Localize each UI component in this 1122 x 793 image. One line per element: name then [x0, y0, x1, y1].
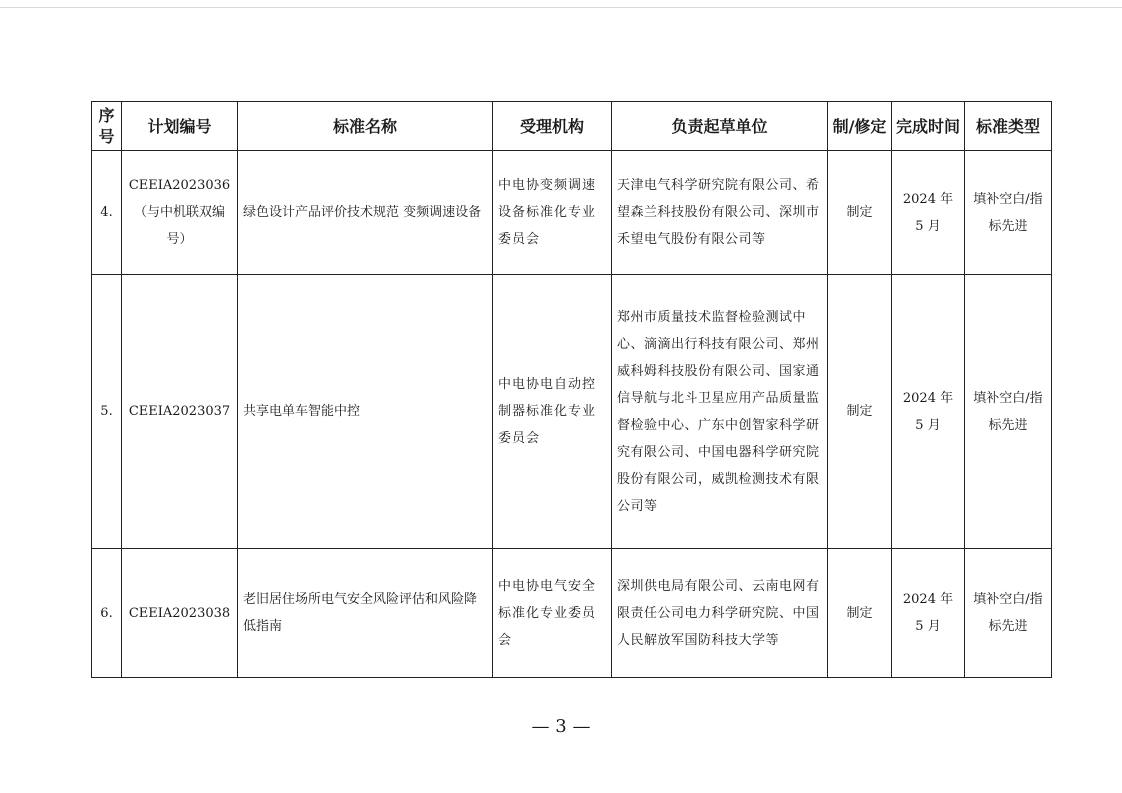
- standards-plan-table: [91, 101, 1052, 678]
- cell-rev: 制定: [828, 151, 892, 275]
- cell-seq: 5.: [92, 275, 122, 549]
- table-row: [92, 549, 1052, 678]
- header-org: 受理机构: [493, 102, 612, 151]
- cell-std-name: 老旧居住场所电气安全风险评估和风险降低指南: [238, 549, 493, 678]
- cell-seq: 4.: [92, 151, 122, 275]
- cell-drafter: 天津电气科学研究院有限公司、希望森兰科技股份有限公司、深圳市禾望电气股份有限公司等: [612, 151, 828, 275]
- cell-drafter: 深圳供电局有限公司、云南电网有限责任公司电力科学研究院、中国人民解放军国防科技大学等: [612, 549, 828, 678]
- finish-month: 5 月: [915, 619, 941, 634]
- cell-org: 中电协变频调速设备标准化专业委员会: [493, 151, 612, 275]
- header-rev: 制/修定: [828, 102, 892, 151]
- table-row: [92, 275, 1052, 549]
- plan-no-code: CEEIA2023038: [128, 605, 231, 621]
- table-row: [92, 151, 1052, 275]
- header-finish: 完成时间: [892, 102, 965, 151]
- cell-finish: [892, 151, 965, 275]
- cell-type: 填补空白/指标先进: [965, 275, 1052, 549]
- finish-month: 5 月: [915, 417, 941, 433]
- header-drafter: 负责起草单位: [612, 102, 828, 151]
- header-type: 标准类型: [965, 102, 1052, 151]
- table-header-row: [92, 102, 1052, 151]
- finish-year: 2024 年: [902, 592, 954, 607]
- cell-type: 填补空白/指标先进: [965, 549, 1052, 678]
- cell-rev: 制定: [828, 275, 892, 549]
- cell-finish: [892, 549, 965, 678]
- cell-plan-no: [122, 549, 238, 678]
- cell-drafter: 郑州市质量技术监督检验测试中心、滴滴出行科技有限公司、郑州威科姆科技股份有限公司、国家通信导航与北斗卫星应用产品质量监督检验中心、广东中创智家科学研究有限公司、中国电器科学研究院股份有限公司，威凯检测技术有限公司等: [612, 275, 828, 549]
- finish-year: 2024 年: [902, 191, 954, 207]
- cell-org: 中电协电自动控制器标准化专业委员会: [493, 275, 612, 549]
- page-number: — 3 —: [531, 716, 591, 737]
- cell-std-name: 共享电单车智能中控: [238, 275, 493, 549]
- header-seq: 序号: [92, 102, 122, 151]
- plan-no-code: CEEIA2023037: [128, 404, 231, 419]
- plan-no-note: （与中机联双编号）: [133, 205, 225, 247]
- cell-type: 填补空白/指标先进: [965, 151, 1052, 275]
- cell-plan-no: [122, 275, 238, 549]
- plan-no-code: CEEIA2023036: [128, 178, 231, 193]
- cell-plan-no: [122, 151, 238, 275]
- finish-year: 2024 年: [902, 390, 954, 406]
- cell-seq: 6.: [92, 549, 122, 678]
- header-plan-no: 计划编号: [122, 102, 238, 151]
- cell-finish: [892, 275, 965, 549]
- finish-month: 5 月: [915, 218, 941, 234]
- scan-top-edge: [0, 7, 1122, 8]
- cell-std-name: 绿色设计产品评价技术规范 变频调速设备: [238, 151, 493, 275]
- cell-rev: 制定: [828, 549, 892, 678]
- header-std-name: 标准名称: [238, 102, 493, 151]
- cell-org: 中电协电气安全标准化专业委员会: [493, 549, 612, 678]
